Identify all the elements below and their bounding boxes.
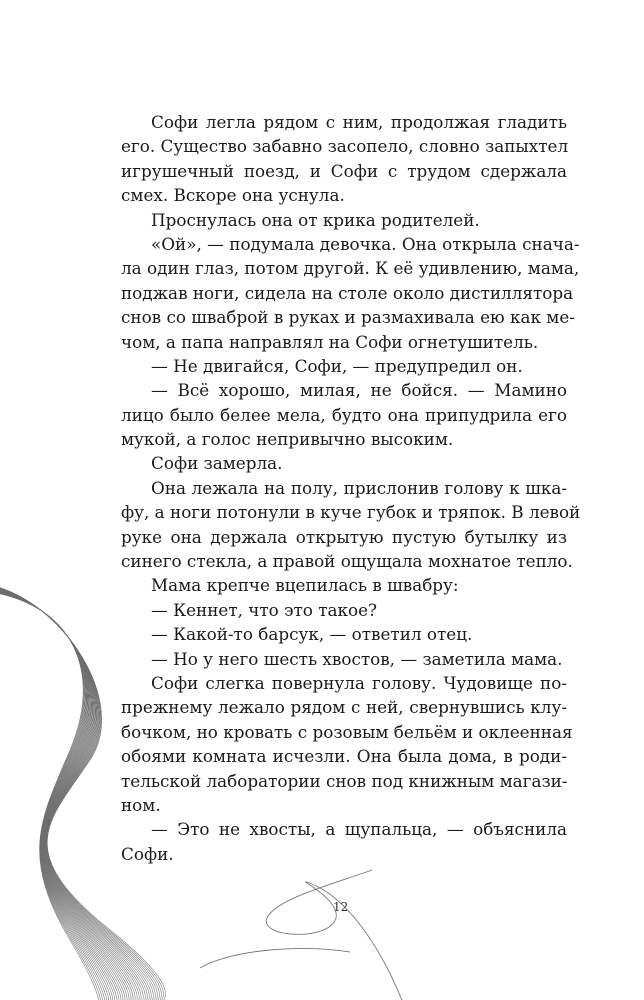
text-line: обоями комната исчезли. Она была дома, в роди-	[121, 746, 567, 767]
ribbon-line	[0, 593, 103, 1000]
page-number: 12	[333, 900, 349, 914]
text-line: Софи слегка повернула голову. Чудовище по-	[151, 672, 567, 693]
text-line: ла один глаз, потом другой. К её удивлению, мама,	[121, 258, 580, 279]
ribbon-line	[0, 588, 141, 1000]
text-line: мукой, а голос непривычно высоким.	[121, 429, 454, 450]
text-line: снов со шваброй в руках и размахивала ею как ме-	[121, 307, 575, 328]
ribbon-line	[0, 590, 121, 1000]
ribbon-line	[0, 590, 125, 1000]
text-line: — Это не хвосты, а щупальца, — объяснила	[151, 819, 567, 840]
text-line: ном.	[121, 794, 161, 815]
text-line: игрушечный поезд, и Софи с трудом сдержала	[121, 160, 567, 181]
ribbon-line	[0, 591, 117, 1000]
ribbon-line	[0, 591, 113, 1000]
text-line: прежнему лежало рядом с ней, свернувшись клу-	[121, 697, 567, 718]
text-line: бочком, но кровать с розовым бельём и оклеенная	[121, 721, 573, 742]
ribbon-line	[0, 589, 133, 1000]
text-line: Проснулась она от крика родителей.	[151, 209, 480, 230]
ribbon-line	[0, 592, 109, 1000]
ribbon-line	[0, 592, 107, 1000]
text-line: его. Существо забавно засопело, словно запыхтел	[121, 136, 569, 157]
ribbon-line	[0, 590, 123, 1000]
text-line: синего стекла, а правой ощущала мохнатое тепло.	[121, 551, 573, 572]
ribbon-line	[0, 592, 105, 1000]
text-line: тельской лаборатории снов под книжным магази-	[121, 770, 568, 791]
text-line: Софи.	[121, 843, 174, 864]
text-line: фу, а ноги потонули в куче губок и тряпок. В левой	[121, 502, 581, 523]
text-line: — Но у него шесть хвостов, — заметила мама.	[151, 648, 563, 669]
ribbon-line	[0, 588, 137, 1000]
ribbon-line	[0, 593, 101, 1000]
swirl-line	[266, 870, 402, 1000]
ribbon-line	[0, 591, 115, 1000]
text-line: — Не двигайся, Софи, — предупредил он.	[151, 355, 523, 376]
text-line: Софи замерла.	[151, 453, 283, 474]
text-line: смех. Вскоре она уснула.	[121, 185, 345, 206]
text-line: Мама крепче вцепилась в швабру:	[151, 575, 459, 596]
ribbon-line	[0, 590, 127, 1000]
text-line: поджав ноги, сидела на столе около дистиллятора	[121, 282, 574, 303]
text-line: — Всё хорошо, милая, не бойся. — Мамино	[151, 380, 567, 401]
ribbon-line	[0, 591, 119, 1000]
text-line: — Какой-то барсук, — ответил отец.	[151, 624, 473, 645]
ribbon-line	[0, 589, 135, 1000]
text-line: Она лежала на полу, прислонив голову к шка-	[151, 477, 567, 498]
ribbon-line	[0, 588, 139, 1000]
ribbon-line	[0, 592, 111, 1000]
text-line: Софи легла рядом с ним, продолжая гладить	[151, 112, 567, 132]
ribbon-line	[0, 593, 99, 1000]
swirl-line-lower	[200, 949, 350, 968]
ribbon-line	[0, 589, 131, 1000]
text-line: — Кеннет, что это такое?	[151, 599, 378, 620]
text-line: лицо было белее мела, будто она припудрила его	[121, 404, 567, 425]
text-line: «Ой», — подумала девочка. Она открыла снача-	[151, 233, 580, 254]
body-text	[121, 110, 581, 866]
text-line: чом, а папа направлял на Софи огнетушитель.	[121, 331, 539, 352]
text-line: руке она держала открытую пустую бутылку из	[121, 526, 567, 547]
ribbon-line	[0, 589, 129, 1000]
